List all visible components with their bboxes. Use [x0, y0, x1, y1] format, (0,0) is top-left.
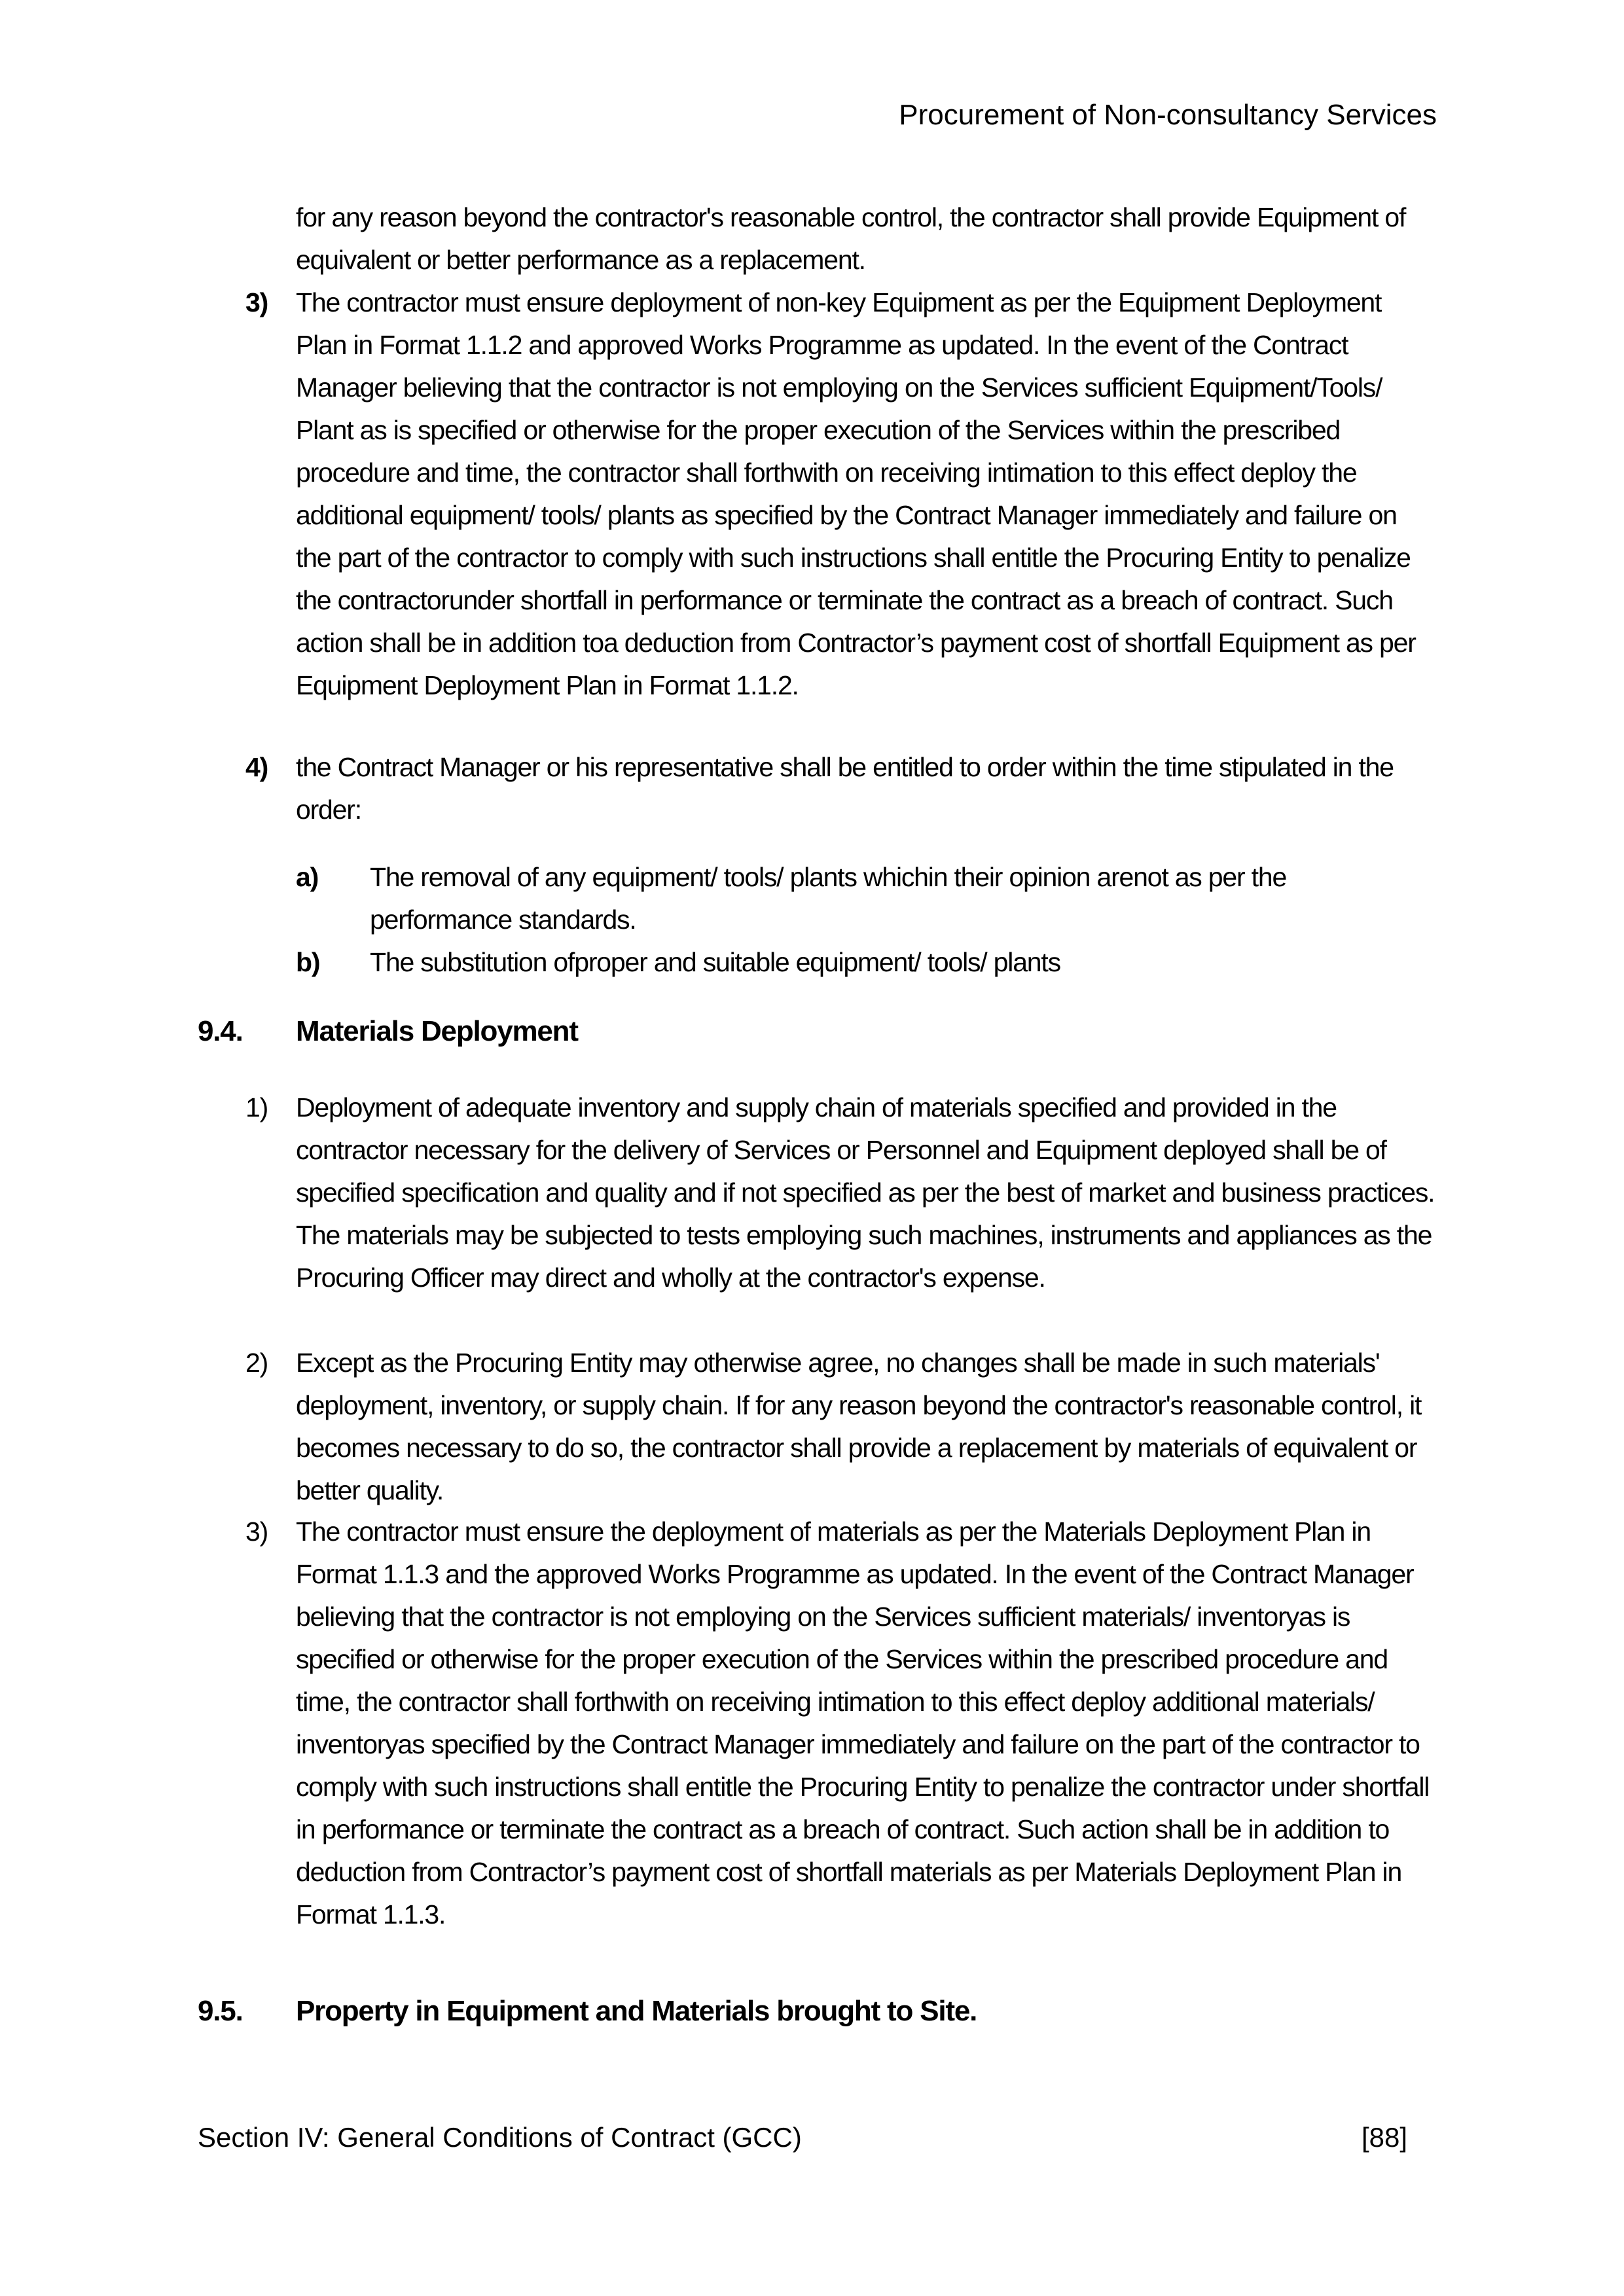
footer-section-label: Section IV: General Conditions of Contract (GCC) [198, 2122, 802, 2153]
item-number: 3) [245, 287, 268, 317]
page-number: [88] [1361, 2122, 1407, 2153]
sub-item-a [296, 856, 1435, 941]
sub-item-b [296, 941, 1435, 984]
section-number: 9.5. [198, 1995, 243, 2027]
sub-item-letter: a) [296, 862, 319, 892]
section-title: Materials Deployment [296, 1015, 578, 1047]
materials-item-1 [245, 1086, 1437, 1299]
item-number: 4) [245, 752, 268, 782]
item-text: Deployment of adequate inventory and supply chain of materials specified and provided in the contractor necessary for the delivery of Services or Personnel and Equipment deployed shall be of specified specification and quality and if not specified as per the best of market and business practices. The materials may be subjected to tests employing such machines, instruments and appliances as the Procuring Officer may direct and wholly at the contractor's expense. [296, 1092, 1435, 1293]
running-header: Procurement of Non-consultancy Services [899, 99, 1437, 131]
section-heading-9-5 [198, 1993, 977, 2030]
item-text: The contractor must ensure the deployment of materials as per the Materials Deployment Plan in Format 1.1.3 and the approved Works Programme as updated. In the event of the Contract Manager believing that the contractor is not employing on the Services sufficient materials/ inventoryas is specified or otherwise for the proper execution of the Services within the prescribed procedure and time, the contractor shall forthwith on receiving intimation to this effect deploy additional materials/ inventoryas specified by the Contract Manager immediately and failure on the part of the contractor to comply with such instructions shall entitle the Procuring Entity to penalize the contractor under shortfall in performance or terminate the contract as a breach of contract. Such action shall be in addition to deduction from Contractor’s payment cost of shortfall materials as per Materials Deployment Plan in Format 1.1.3. [296, 1516, 1430, 1929]
item-text: the Contract Manager or his representative shall be entitled to order within the time stipulated in the order: [296, 752, 1394, 825]
materials-item-3 [245, 1511, 1437, 1936]
item-text: The contractor must ensure deployment of non-key Equipment as per the Equipment Deployment Plan in Format 1.1.2 and approved Works Programme as updated. In the event of the Contract Manager believing that the contractor is not employing on the Services sufficient Equipment/Tools/ Plant as is specified or otherwise for the proper execution of the Services within the prescribed procedure and time, the contractor shall forthwith on receiving intimation to this effect deploy the additional equipment/ tools/ plants as specified by the Contract Manager immediately and failure on the part of the contractor to comply with such instructions shall entitle the Procuring Entity to penalize the contractorunder shortfall in performance or terminate the contract as a breach of contract. Such action shall be in addition toa deduction from Contractor’s payment cost of shortfall Equipment as per Equipment Deployment Plan in Format 1.1.2. [296, 287, 1416, 700]
item-number: 1) [245, 1092, 268, 1122]
section-heading-9-4 [198, 1013, 578, 1050]
section-number: 9.4. [198, 1015, 243, 1047]
section-title: Property in Equipment and Materials brought to Site. [296, 1995, 977, 2027]
item-number: 2) [245, 1348, 268, 1378]
item-text: Except as the Procuring Entity may otherwise agree, no changes shall be made in such materials' deployment, inventory, or supply chain. If for any reason beyond the contractor's reasonable control, it becomes necessary to do so, the contractor shall provide a replacement by materials of equivalent or better quality. [296, 1348, 1422, 1505]
page-footer [198, 2121, 1407, 2155]
sub-item-letter: b) [296, 947, 320, 977]
equipment-item-4 [245, 746, 1437, 831]
materials-item-2 [245, 1342, 1437, 1512]
continuation-paragraph: for any reason beyond the contractor's reasonable control, the contractor shall provide Equipment of equivalent or better performance as a replacement. [296, 202, 1406, 275]
sub-item-text: The removal of any equipment/ tools/ plants whichin their opinion arenot as per the performance standards. [370, 862, 1287, 935]
item-number: 3) [245, 1516, 268, 1547]
equipment-item-3 [245, 281, 1437, 707]
sub-item-text: The substitution ofproper and suitable equipment/ tools/ plants [370, 947, 1060, 977]
